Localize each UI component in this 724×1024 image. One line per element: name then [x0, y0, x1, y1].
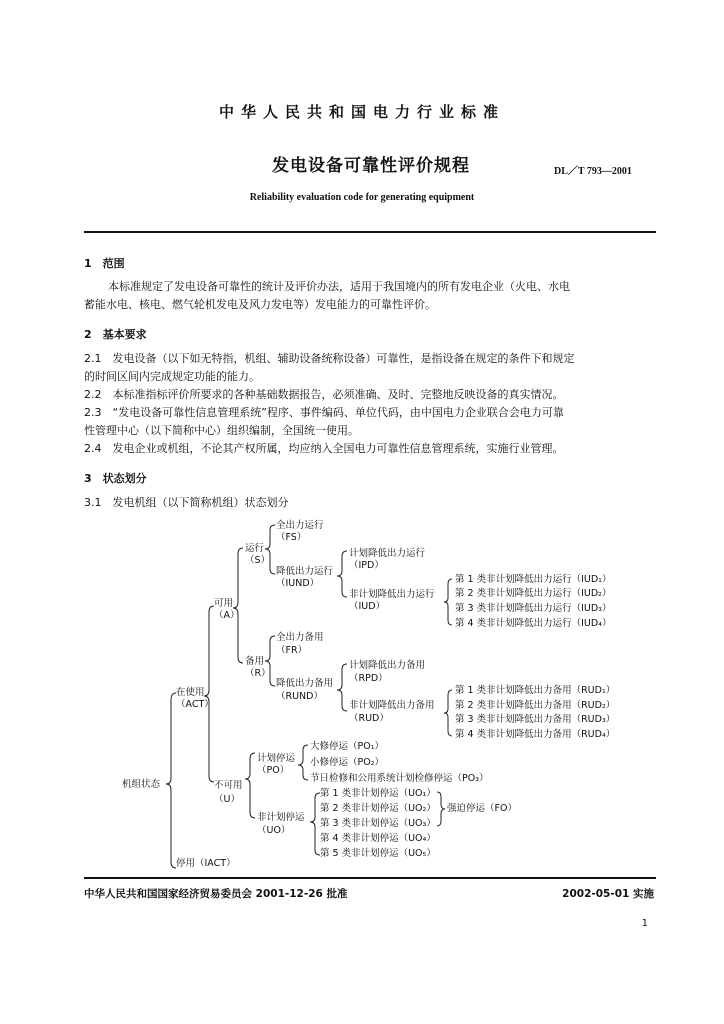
tree-s-code: （S）	[245, 555, 271, 566]
tree-po-item: 节日检修和公用系统计划检修停运（PO₃）	[310, 773, 489, 784]
tree-po-code: （PO）	[257, 765, 290, 776]
approval-line: 中华人民共和国国家经济贸易委员会 2001-12-26 批准	[84, 888, 348, 900]
tree-uo-item: 第 4 类非计划停运（UO₄）	[320, 833, 436, 844]
tree-fr-code: （FR）	[276, 645, 308, 656]
english-title: Reliability evaluation code for generating equipment	[249, 192, 475, 203]
tree-po-label: 计划停运	[257, 753, 296, 764]
tree-a-code: （A）	[214, 610, 240, 621]
standard-header: 中华人民共和国电力行业标准	[218, 103, 505, 121]
tree-r-label: 备用	[245, 656, 265, 667]
footer-rule	[84, 877, 656, 879]
standard-code: DL／T 793—2001	[554, 166, 632, 177]
clause-2-2: 2.2 本标准指标评价所要求的各种基础数据报告，必须准确、及时、完整地反映设备的真实情况。	[84, 388, 564, 401]
tree-rund-code: （RUND）	[276, 691, 323, 702]
tree-fo: 强迫停运（FO）	[447, 803, 517, 814]
tree-u-code: （U）	[214, 794, 240, 805]
tree-root-unit-state: 机组状态	[122, 779, 161, 790]
tree-iud-item: 第 2 类非计划降低出力运行（IUD₂）	[455, 588, 612, 599]
tree-rpd-label: 计划降低出力备用	[349, 660, 426, 671]
tree-iud-item: 第 4 类非计划降低出力运行（IUD₄）	[455, 618, 612, 629]
clause-2-3-line-1: 2.3 “发电设备可靠性信息管理系统”程序、事件编码、单位代码，由中国电力企业联合会电力可靠	[84, 406, 564, 419]
clause-2-1-line-1: 2.1 发电设备（以下如无特指，机组、辅助设备统称设备）可靠性，是指设备在规定的条件下和规定	[84, 352, 575, 365]
clause-3-1: 3.1 发电机组（以下简称机组）状态划分	[84, 496, 289, 509]
tree-rpd-code: （RPD）	[349, 673, 388, 684]
tree-u-label: 不可用	[214, 780, 243, 791]
tree-iud-label: 非计划降低出力运行	[349, 589, 435, 600]
tree-fr-label: 全出力备用	[276, 632, 324, 643]
page-number: 1	[641, 918, 648, 929]
tree-po-item: 大修停运（PO₁）	[310, 741, 385, 752]
tree-rund-label: 降低出力备用	[276, 678, 334, 689]
tree-uo-code: （UO）	[257, 825, 291, 836]
section-1-heading: 1 范围	[84, 257, 125, 270]
tree-po-item: 小修停运（PO₂）	[310, 757, 385, 768]
tree-rud-item: 第 2 类非计划降低出力备用（RUD₂）	[455, 700, 616, 711]
clause-2-4: 2.4 发电企业或机组，不论其产权所属，均应纳入全国电力可靠性信息管理系统，实施行业管理。	[84, 442, 564, 455]
tree-act-code: （ACT）	[176, 699, 214, 710]
tree-fs-code: （FS）	[276, 532, 307, 543]
tree-uo-item: 第 2 类非计划停运（UO₂）	[320, 803, 436, 814]
tree-iud-item: 第 1 类非计划降低出力运行（IUD₁）	[455, 574, 612, 585]
tree-uo-item: 第 3 类非计划停运（UO₃）	[320, 818, 436, 829]
section-1-line-1: 本标准规定了发电设备可靠性的统计及评价办法，适用于我国境内的所有发电企业（火电、水电	[108, 280, 570, 293]
tree-uo-item: 第 1 类非计划停运（UO₁）	[320, 788, 436, 799]
tree-ipd-label: 计划降低出力运行	[349, 548, 426, 559]
clause-2-1-line-2: 的时间区间内完成规定功能的能力。	[84, 370, 260, 383]
tree-iud-code: （IUD）	[349, 601, 386, 612]
tree-uo-label: 非计划停运	[257, 812, 305, 823]
tree-ipd-code: （IPD）	[349, 560, 384, 571]
tree-rud-code: （RUD）	[349, 713, 389, 724]
section-2-heading: 2 基本要求	[84, 328, 147, 341]
section-1-line-2: 蓄能水电、核电、燃气轮机发电及风力发电等）发电能力的可靠性评价。	[84, 298, 436, 311]
tree-rud-item: 第 1 类非计划降低出力备用（RUD₁）	[455, 685, 616, 696]
tree-rud-item: 第 4 类非计划降低出力备用（RUD₄）	[455, 729, 616, 740]
tree-a-label: 可用	[214, 598, 234, 609]
tree-uo-item: 第 5 类非计划停运（UO₅）	[320, 848, 436, 859]
tree-r-code: （R）	[245, 668, 271, 679]
tree-iact: 停用（IACT）	[176, 858, 236, 869]
tree-act-label: 在使用	[176, 687, 205, 698]
tree-iund-code: （IUND）	[276, 578, 320, 589]
tree-iund-label: 降低出力运行	[276, 566, 334, 577]
tree-rud-label: 非计划降低出力备用	[349, 700, 435, 711]
clause-2-3-line-2: 性管理中心（以下简称中心）组织编制，全国统一使用。	[84, 424, 359, 437]
tree-s-label: 运行	[245, 543, 265, 554]
tree-fs-label: 全出力运行	[276, 520, 324, 531]
document-title: 发电设备可靠性评价规程	[272, 156, 470, 176]
section-3-heading: 3 状态划分	[84, 472, 147, 485]
implementation-date: 2002-05-01 实施	[562, 888, 654, 900]
tree-iud-item: 第 3 类非计划降低出力运行（IUD₃）	[455, 603, 612, 614]
tree-rud-item: 第 3 类非计划降低出力备用（RUD₃）	[455, 714, 616, 725]
